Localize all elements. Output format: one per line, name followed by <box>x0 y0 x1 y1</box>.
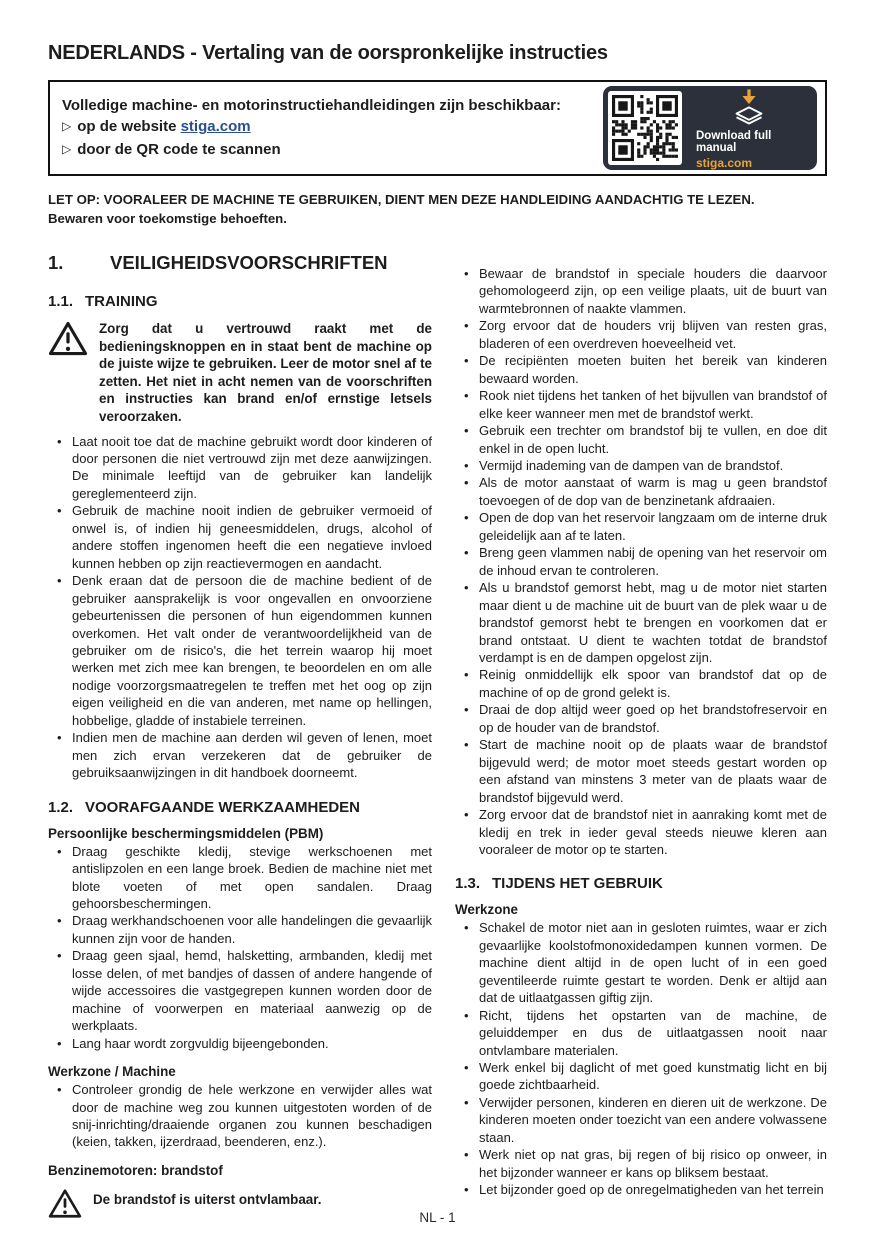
page-number: NL - 1 <box>419 1210 456 1225</box>
attention-notice <box>48 190 827 228</box>
stiga-com-label: stiga.com <box>696 155 753 170</box>
list-item: • Verwijder personen, kinderen en dieren uit de werkzone. De kinderen moeten onder toezicht van een andere volwassene staan. <box>455 1094 827 1146</box>
info-item-website-text: op de website <box>77 118 181 136</box>
list-item: • Zorg ervoor dat de brandstof niet in aanraking komt met de kledij en trek in ieder geval steeds nieuwe kleren aan vooraleer de motor op te starten. <box>455 806 827 858</box>
training-warning-text: Zorg dat u vertrouwd raakt met de bedieningsknoppen en in staat bent de machine op de juiste wijze te gebruiken. Leer de motor snel af te zetten. Het niet in acht nemen van de voorschriften en instructies kan brand en/of ernstige letsels veroorzaken. <box>99 321 432 424</box>
list-item: • Draag werkhandschoenen voor alle handelingen die gevaarlijk kunnen zijn voor de handen. <box>48 912 432 947</box>
list-item: • Vermijd inademing van de dampen van de brandstof. <box>455 457 827 474</box>
section-1-title: VEILIGHEIDSVOORSCHRIFTEN <box>110 252 388 273</box>
download-book-icon <box>727 87 771 127</box>
section-1-3-title: TIJDENS HET GEBRUIK <box>492 875 663 893</box>
list-item: • Let bijzonder goed op de onregelmatigheden van het terrein <box>455 1181 827 1198</box>
triangle-bullet-icon: ▷ <box>62 141 72 156</box>
attention-notice-line2: Bewaren voor toekomstige behoeften. <box>48 211 287 226</box>
list-item: • Werk niet op nat gras, bij regen of bij risico op onweer, in het bijzonder wanneer er kans op bliksem bestaat. <box>455 1146 827 1181</box>
left-column <box>48 252 432 1226</box>
list-item: • Als u brandstof gemorst hebt, mag u de motor niet starten maar dient u de machine uit de buurt van de plek waar u de brandstof gemorst hebt te brengen en voorkomen dat er brand ontstaat. U dient te wachten totdat de brandstof verdampt is en de dampen opgelost zijn. <box>455 579 827 666</box>
list-item: • De recipiënten moeten buiten het bereik van kinderen bewaard worden. <box>455 352 827 387</box>
list-item: • Draag geen sjaal, hemd, halsketting, armbanden, kledij met losse delen, of met bandjes of dassen of andere hangende of wijde accessoires die vastgegrepen kunnen worden door de machine of voorwerpen en materiaal aanwezig op de werkplaats. <box>48 947 432 1034</box>
section-1-1-number: 1.1. <box>48 293 74 310</box>
list-item: • Richt, tijdens het opstarten van de machine, de geluiddemper en dus de uitlaatgassen nooit naar ontvlambare materialen. <box>455 1007 827 1059</box>
list-item: • Controleer grondig de hele werkzone en verwijder alles wat door de machine weg zou kunnen uitgestoten worden of de snij-inrichting/draaiende organen zou kunnen beschadigen (keien, takken, ijzerdraad, beenderen, enz.). <box>48 1081 432 1151</box>
qr-code-image <box>612 95 678 161</box>
list-item: • Indien men de machine aan derden wil geven of lenen, moet men zich ervan verzekeren dat de gebruiker de gebruiksaanwijzingen in dit handboek doorneemt. <box>48 729 432 781</box>
pbm-subheading: Persoonlijke beschermingsmiddelen (PBM) <box>48 825 324 841</box>
download-labels <box>686 130 812 170</box>
list-item: • Schakel de motor niet aan in gesloten ruimtes, waar er zich gevaarlijke koolstofmonoxidedampen kunnen vormen. De machine dient altijd in de open lucht of in een goed geventileerde ruimte gestart te worden. Denk er altijd aan dat de uitlaatgassen giftig zijn. <box>455 919 827 1006</box>
section-1-3-number: 1.3. <box>455 875 481 893</box>
werkzone-machine-bullet-list <box>48 1081 432 1151</box>
benzine-subheading: Benzinemotoren: brandstof <box>48 1162 223 1178</box>
list-item: • Bewaar de brandstof in speciale houders die daarvoor gehomologeerd zijn, op een veilige plaats, uit de buurt van warmtebronnen of naakte vlammen. <box>455 265 827 317</box>
werkzone-machine-subheading: Werkzone / Machine <box>48 1064 176 1080</box>
list-item: • Als de motor aanstaat of warm is mag u geen brandstof toevoegen of de dop van de benzinetank afdraaien. <box>455 474 827 509</box>
page-title: NEDERLANDS - Vertaling van de oorspronkelijke instructies <box>48 42 608 64</box>
list-item: • Lang haar wordt zorgvuldig bijeengebonden. <box>48 1035 432 1052</box>
manual-availability-box <box>48 80 827 176</box>
warning-triangle-icon <box>48 320 88 426</box>
list-item: • Reinig onmiddellijk elk spoor van brandstof dat op de machine of op de grond gelekt is. <box>455 666 827 701</box>
attention-notice-line1: LET OP: VOORALEER DE MACHINE TE GEBRUIKEN, DIENT MEN DEZE HANDLEIDING AANDACHTIG TE LEZEN. <box>48 192 755 207</box>
info-item-qr <box>62 139 592 162</box>
list-item: • Zorg ervoor dat de houders vrij blijven van resten gras, bladeren of een overdreven hoeveelheid vet. <box>455 317 827 352</box>
two-column-body <box>48 252 827 1226</box>
fuel-warning-text: De brandstof is uiterst ontvlambaar. <box>93 1191 322 1207</box>
manual-availability-text <box>62 95 592 162</box>
section-1-number: 1. <box>48 252 64 273</box>
section-1-heading <box>48 252 432 274</box>
training-warning <box>48 320 432 426</box>
werkzone-subheading: Werkzone <box>455 902 519 918</box>
download-full-manual-label: Download full manual <box>696 129 772 154</box>
section-1-1-title: TRAINING <box>85 293 158 310</box>
section-1-2-title: VOORAFGAANDE WERKZAAMHEDEN <box>85 798 360 816</box>
right-column <box>455 252 827 1226</box>
download-manual-panel <box>603 86 817 170</box>
list-item: • Open de dop van het reservoir langzaam om de interne druk geleidelijk aan af te laten. <box>455 509 827 544</box>
list-item: • Laat nooit toe dat de machine gebruikt wordt door kinderen of door personen die niet vertrouwd zijn met deze aanwijzingen. De minimale leeftijd van de gebruiker kan landelijk gereglementeerd zijn. <box>48 433 432 503</box>
list-item: • Gebruik een trechter om brandstof bij te vullen, en doe dit enkel in de open lucht. <box>455 422 827 457</box>
section-1-2-heading <box>48 799 432 816</box>
section-1-1-heading <box>48 293 432 310</box>
list-item: • Rook niet tijdens het tanken of het bijvullen van brandstof of elke keer wanneer men met de brandstof werkt. <box>455 387 827 422</box>
info-item-website <box>62 116 592 139</box>
list-item: • Start de machine nooit op de plaats waar de brandstof bijgevuld werd; de motor moet steeds gestart worden op een afstand van minstens 3 meter van de plaats waar de brandstof bijgevuld werd. <box>455 736 827 806</box>
info-box-heading: Volledige machine- en motorinstructiehandleidingen zijn beschikbaar: <box>62 96 561 114</box>
section-1-2-number: 1.2. <box>48 798 74 816</box>
list-item: • Draag geschikte kledij, stevige werkschoenen met antislipzolen en een lange broek. Bedien de machine niet met blote voeten of met open sandalen. Draag gehoorsbeschermingen. <box>48 843 432 913</box>
list-item: • Draai de dop altijd weer goed op het brandstofreservoir en op de houder van de brandstof. <box>455 701 827 736</box>
training-bullet-list <box>48 433 432 782</box>
info-item-qr-text: door de QR code te scannen <box>77 140 281 158</box>
werkzone-bullet-list <box>455 919 827 1198</box>
list-item: • Gebruik de machine nooit indien de gebruiker vermoeid of onwel is, of indien hij geneesmiddelen, drugs, alcohol of andere stoffen ingenomen heeft die een negatieve invloed kunnen hebben op zijn reactievermogen en aandacht. <box>48 502 432 572</box>
list-item: • Denk eraan dat de persoon die de machine bedient of de gebruiker aansprakelijk is voor ongevallen en onvoorziene gebeurtenissen die personen of hun eigendommen kunnen overkomen. Het valt onder de verantwoordelijkheid van de gebruiker om de risico's, die het terrein waarop hij moet werken met zich mee kan brengen, te beoordelen en om alle nodige voorzorgsmaatregelen te treffen met het oog op zijn eigen veiligheid en die van anderen, met name op hellingen, hobbelige, gladde of instabiele terreinen. <box>48 572 432 729</box>
triangle-bullet-icon: ▷ <box>62 119 72 134</box>
qr-code <box>608 91 682 165</box>
section-1-3-heading <box>455 875 827 892</box>
download-info <box>682 87 812 170</box>
fuel-bullet-list <box>455 265 827 858</box>
list-item: • Werk enkel bij daglicht of met goed kunstmatig licht en bij goede zichtbaarheid. <box>455 1059 827 1094</box>
stiga-website-link[interactable]: stiga.com <box>180 118 251 136</box>
pbm-bullet-list <box>48 843 432 1052</box>
list-item: • Breng geen vlammen nabij de opening van het reservoir om de inhoud ervan te controleren. <box>455 544 827 579</box>
